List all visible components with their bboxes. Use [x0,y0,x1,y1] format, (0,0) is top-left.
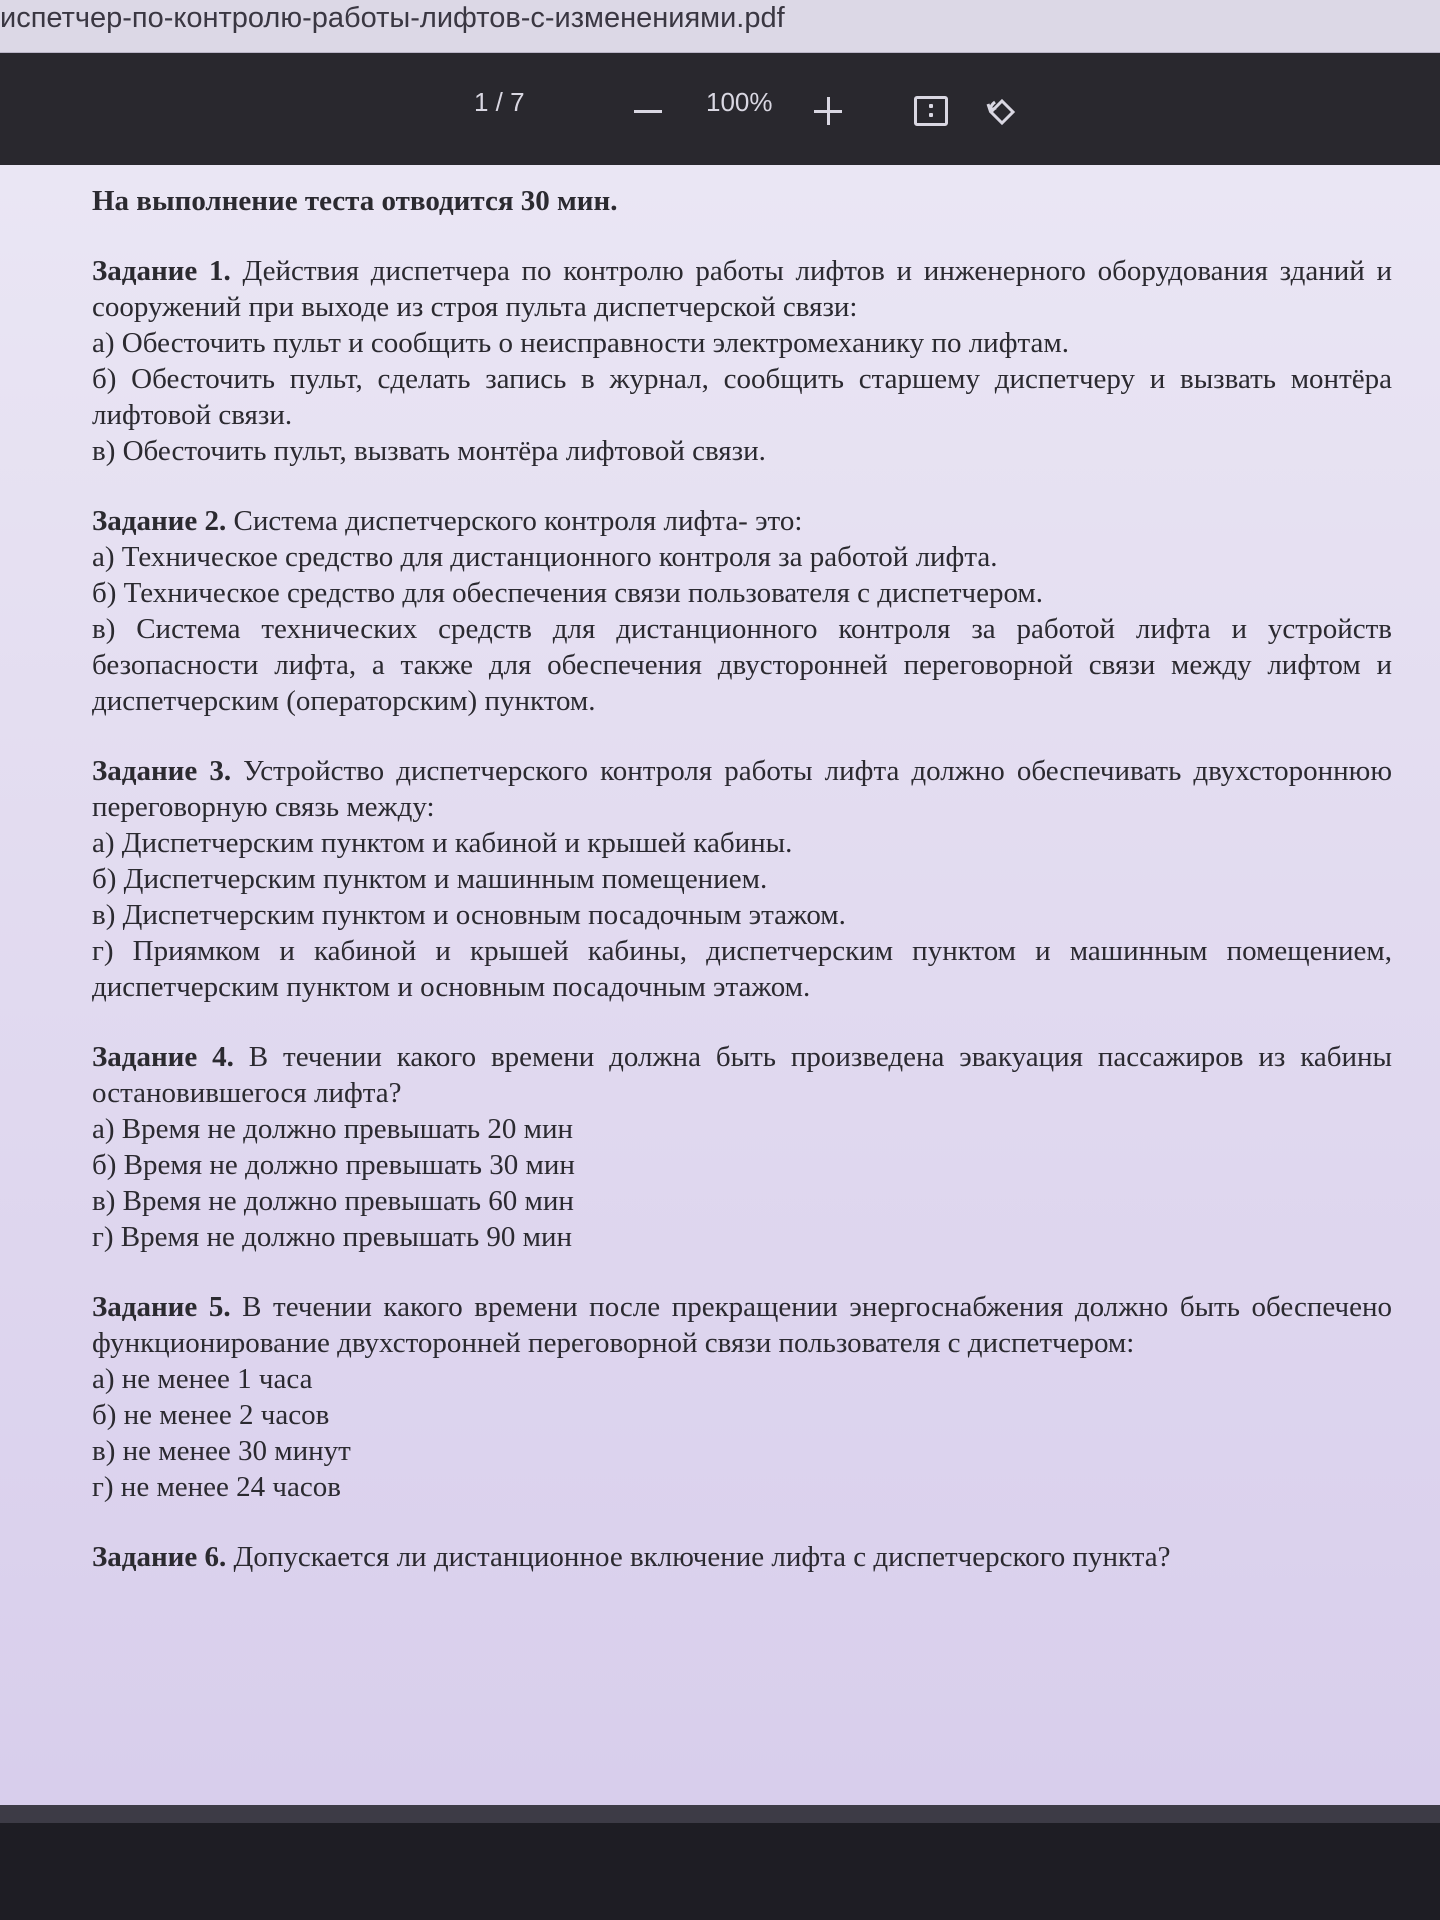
plus-icon[interactable] [814,97,844,127]
task-option: а) Диспетчерским пунктом и кабиной и крышей кабины. [92,827,793,859]
task-question [92,1289,1392,1361]
pdf-page [92,183,1392,1609]
task-option: б) Диспетчерским пунктом и машинным помещением. [92,863,768,895]
window-title: испетчер-по-контролю-работы-лифтов-с-изменениями.pdf [0,2,785,34]
task-text: В течении какого времени после прекращении энергоснабжения должно быть обеспечено функционирование двухсторонней переговорной связи пользователя с диспетчером: [92,1291,1392,1359]
task-option: г) Время не должно превышать 90 мин [92,1221,573,1253]
task-1 [92,253,1392,469]
task-option: г) Приямком и кабиной и крышей кабины, диспетчерским пунктом и машинным помещением, диспетчерским пунктом и основным посадочным этажом. [92,935,1392,1003]
page-indicator[interactable]: 1 / 7 [474,87,525,117]
task-option: в) не менее 30 минут [92,1435,351,1467]
task-label: Задание 2. [92,505,227,537]
horizontal-scrollbar[interactable] [0,1805,1440,1823]
task-option: в) Система технических средств для дистанционного контроля за работой лифта и устройств безопасности лифта, а также для обеспечения двусторонней переговорной связи между лифтом и диспетчерским (операторским) пунктом. [92,613,1392,717]
page-gap [0,1805,1440,1920]
task-label: Задание 4. [92,1041,234,1073]
rotate-icon-glyph [986,96,1018,128]
task-question [92,253,1392,325]
task-4 [92,1039,1392,1255]
task-label: Задание 1. [92,255,231,287]
document-viewport[interactable] [0,165,1440,1805]
task-question [92,753,1392,825]
task-option: а) Время не должно превышать 20 мин [92,1113,574,1145]
task-option: б) Обесточить пульт, сделать запись в журнал, сообщить старшему диспетчеру и вызвать монтёра лифтовой связи. [92,363,1392,431]
task-option: в) Время не должно превышать 60 мин [92,1185,574,1217]
fit-page-icon[interactable] [914,96,948,126]
task-label: Задание 3. [92,755,232,787]
task-option: а) Техническое средство для дистанционного контроля за работой лифта. [92,541,998,573]
task-question [92,1539,1392,1575]
task-2 [92,503,1392,719]
task-option: б) не менее 2 часов [92,1399,330,1431]
task-option: а) Обесточить пульт и сообщить о неисправности электромеханику по лифтам. [92,327,1069,359]
task-text: Действия диспетчера по контролю работы лифтов и инженерного оборудования зданий и сооружений при выходе из строя пульта диспетчерской связи: [92,255,1392,323]
pdf-toolbar [0,53,1440,165]
window-titlebar [0,0,1440,53]
task-question [92,503,1392,539]
task-text: Устройство диспетчерского контроля работы лифта должно обеспечивать двухстороннюю переговорную связь между: [92,755,1392,823]
zoom-level[interactable]: 100% [706,87,773,117]
task-text: Допускается ли дистанционное включение лифта с диспетчерского пункта? [233,1541,1171,1573]
task-question [92,1039,1392,1111]
task-6 [92,1539,1392,1575]
task-option: б) Время не должно превышать 30 мин [92,1149,575,1181]
minus-icon[interactable] [634,97,664,127]
task-label: Задание 6. [92,1541,227,1573]
task-text: В течении какого времени должна быть произведена эвакуация пассажиров из кабины остановившегося лифта? [92,1041,1392,1109]
rotate-icon[interactable] [986,96,1018,128]
task-option: г) не менее 24 часов [92,1471,341,1503]
task-option: в) Диспетчерским пунктом и основным посадочным этажом. [92,899,846,931]
task-option: б) Техническое средство для обеспечения связи пользователя с диспетчером. [92,577,1043,609]
task-5 [92,1289,1392,1505]
task-3 [92,753,1392,1005]
test-duration-note: На выполнение теста отводится 30 мин. [92,185,618,217]
task-label: Задание 5. [92,1291,231,1323]
task-option: а) не менее 1 часа [92,1363,313,1395]
task-text: Система диспетчерского контроля лифта- это: [233,505,803,537]
task-option: в) Обесточить пульт, вызвать монтёра лифтовой связи. [92,435,766,467]
